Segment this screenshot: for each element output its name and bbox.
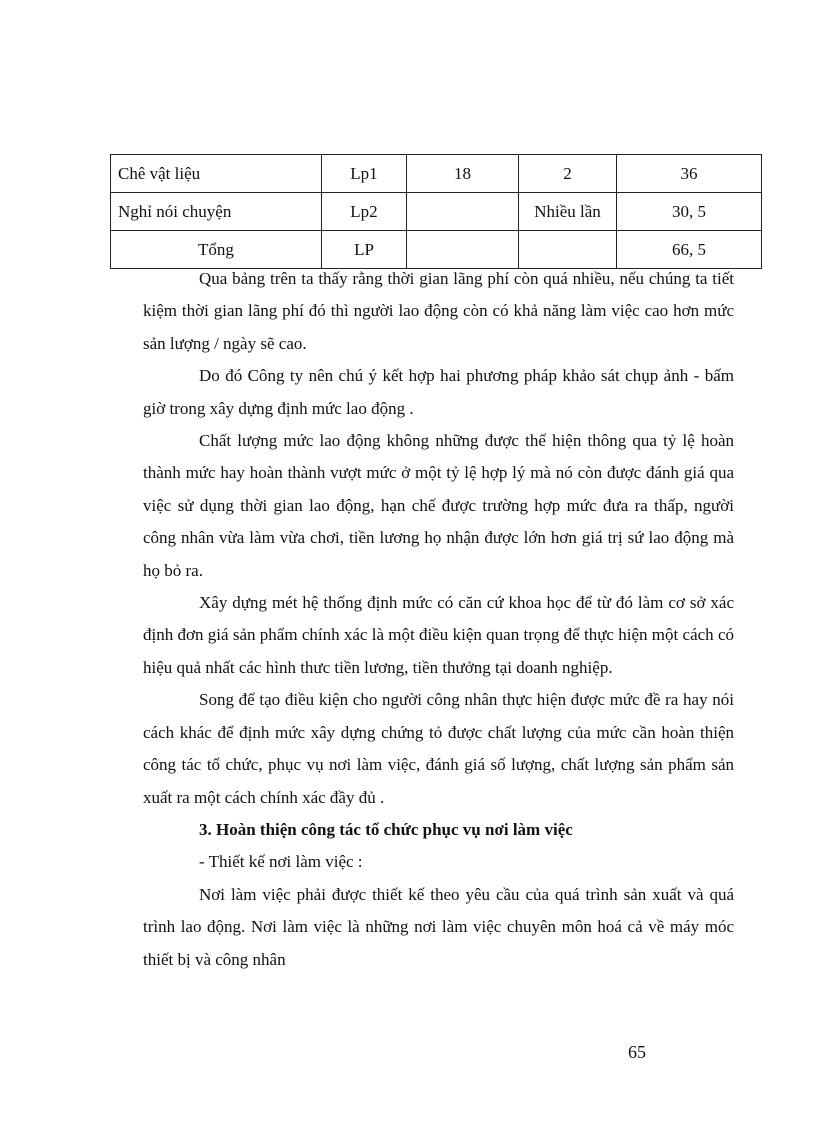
paragraph: Nơi làm việc phải được thiết kế theo yêu cầu của quá trình sản xuất và quá trình lao động. Nơi làm việc là những nơi làm việc chuyên môn hoá cả về máy móc thiết bị và công nhân — [143, 884, 734, 969]
table-cell: Nhiều lần — [519, 193, 617, 231]
table-row — [111, 155, 762, 193]
table-cell: Chê vật liệu — [111, 155, 322, 193]
paragraph: Xây dựng mét hệ thống định mức có căn cứ khoa học để từ đó làm cơ sở xác định đơn giá sản phẩm chính xác là một điều kiện quan trọng để thực hiện một cách có hiệu quả nhất các hình thưc tiền lương, tiền thưởng tại doanh nghiệp. — [143, 593, 734, 677]
table-cell — [407, 193, 519, 231]
subheading: - Thiết kế nơi làm việc : — [199, 852, 363, 872]
table-cell: 2 — [519, 155, 617, 193]
paragraph: Chất lượng mức lao động không những được thể hiện thông qua tỷ lệ hoàn thành mức hay hoàn thành vượt mức ở một tỷ lệ hợp lý mà nó còn được đánh giá qua việc sử dụng thời gian lao động, hạn chế được trường hợp mức đưa ra thấp, người công nhân vừa làm vừa chơi, tiền lương họ nhận được lớn hơn giá trị sứ lao động mà họ bỏ ra. — [143, 431, 734, 580]
table-cell: 30, 5 — [617, 193, 762, 231]
table-cell: Lp1 — [322, 155, 407, 193]
paragraph: Do đó Công ty nên chú ý kết hợp hai phương pháp khảo sát chụp ảnh - bấm giờ trong xây dựng định mức lao động . — [143, 366, 734, 418]
paragraph: Song để tạo điều kiện cho người công nhân thực hiện được mức đề ra hay nói cách khác để định mức xây dựng chứng tỏ được chất lượng của mức cần hoàn thiện công tác tổ chức, phục vụ nơi làm việc, đánh giá số lượng, chất lượng sản phẩm sản xuất ra một cách chính xác đầy đủ . — [143, 690, 734, 807]
time-waste-table — [110, 154, 762, 269]
table-cell: 18 — [407, 155, 519, 193]
table-cell: 36 — [617, 155, 762, 193]
table-row — [111, 193, 762, 231]
table-cell: 66, 5 — [617, 231, 762, 269]
table-cell: Lp2 — [322, 193, 407, 231]
table-cell: Tổng — [111, 231, 322, 269]
section-heading: 3. Hoàn thiện công tác tổ chức phục vụ nơi làm việc — [199, 819, 573, 839]
body-text — [143, 263, 734, 976]
page-number: 65 — [628, 1042, 646, 1062]
table-cell: Nghỉ nói chuyện — [111, 193, 322, 231]
paragraph: Qua bảng trên ta thấy rằng thời gian lãng phí còn quá nhiều, nếu chúng ta tiết kiệm thời gian lãng phí đó thì người lao động còn có khả năng làm việc cao hơn mức sản lượng / ngày sẽ cao. — [143, 269, 734, 353]
table-cell: LP — [322, 231, 407, 269]
